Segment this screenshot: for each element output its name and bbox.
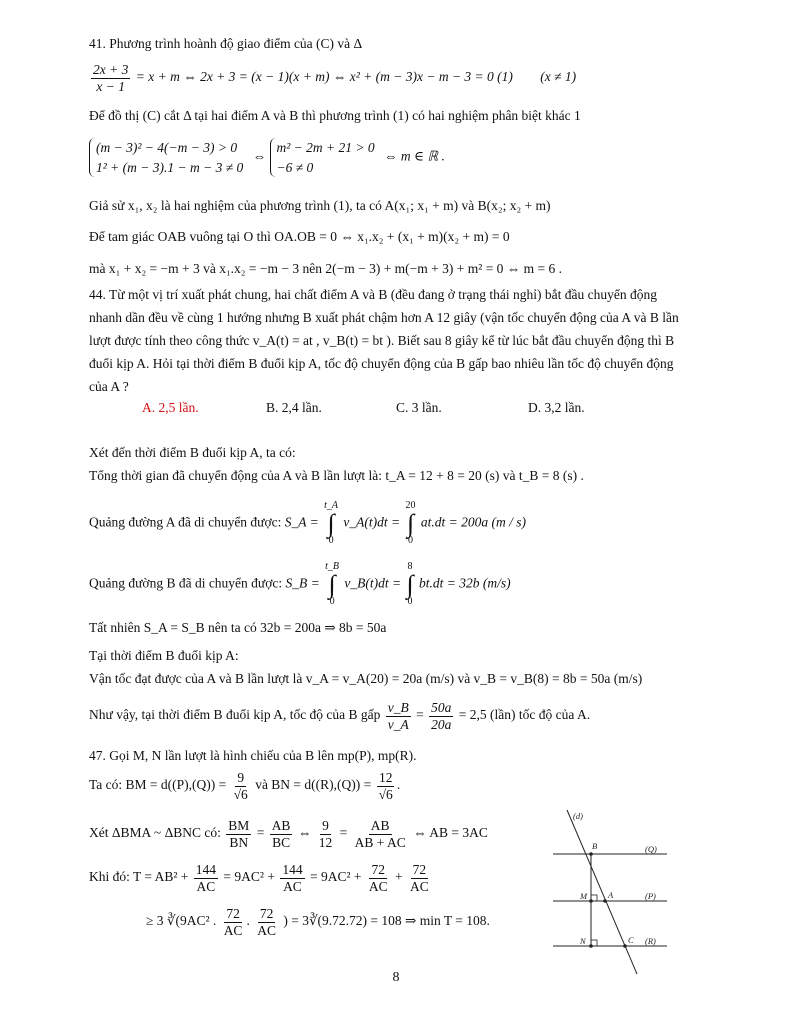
q47-title: 47. Gọi M, N lần lượt là hình chiếu của B lên mp(P), mp(R). [89, 748, 417, 763]
q41-condition: Để đồ thị (C) cắt Δ tại hai điểm A và B thì phương trình (1) có hai nghiệm phân biệt khác 1 [89, 108, 581, 123]
q44-distance-a: Quảng đường A đã di chuyển được: S_A = t_A ∫ 0 v_A(t)dt = 20 ∫ 0 at.dt = 200a (m / s) [89, 500, 526, 546]
system-brace: m² − 2m + 21 > 0 −6 ≠ 0 [270, 138, 375, 177]
label-b: B [592, 841, 598, 851]
label-d: (d) [573, 811, 583, 821]
option-d: D. 3,2 lần. [528, 400, 585, 415]
option-a: A. 2,5 lần. [142, 400, 199, 415]
point-c [623, 944, 627, 948]
point-m [589, 899, 593, 903]
system-brace: (m − 3)² − 4(−m − 3) > 0 1² + (m − 3).1 − m − 3 ≠ 0 [89, 138, 243, 177]
fraction: $\frac{v\_B}{v\_A}$ [387, 700, 409, 732]
label-a: A [608, 890, 614, 900]
q44-line4: đuổi kịp A. Hỏi tại thời điểm B đuổi kịp A, tốc độ chuyển động của B gấp bao nhiêu lần tốc độ chuyển động [89, 356, 674, 371]
label-c: C [628, 935, 634, 945]
planes-figure [545, 808, 675, 976]
label-n: N [580, 936, 586, 946]
label-p: (P) [645, 891, 656, 901]
option-c: C. 3 lần. [396, 400, 442, 415]
q47-similar: Xét ΔBMA ~ ΔBNC có: $\frac{BM}{BN}$ = $\frac{AB}{BC}$ ⇔ $\frac{9}{12}$ = $\frac{AB}{AB + AC}$ ⇔ AB = 3AC [89, 818, 488, 850]
q44-conclusion: Như vậy, tại thời điểm B đuổi kịp A, tốc độ của B gấp $\frac{v\_B}{v\_A}$ = $\frac{50a}{20a}$ = 2,5 (lần) tốc độ của A. [89, 700, 591, 732]
line-d [567, 810, 637, 974]
point-n [589, 944, 593, 948]
page-number: 8 [392, 970, 400, 985]
label-r: (R) [645, 936, 656, 946]
fraction: $\frac{12}{√6}$ [378, 770, 393, 802]
fraction: $\frac{2x + 3}{x - 1}$ [93, 62, 129, 94]
q44-velocities: Vận tốc đạt được của A và B lần lượt là v_A = v_A(20) = 20a (m/s) và v_B = v_B(8) = 8b = 50a (m/s) [89, 671, 643, 686]
q44-sol-intro: Xét đến thời điểm B đuổi kịp A, ta có: [89, 445, 296, 460]
q47-inequality: ≥ 3 ∛(9AC² . $\frac{72}{AC}$ . $\frac{72}{AC}$ ) = 3∛(9.72.72) = 108 ⇒ min T = 108. [146, 906, 490, 938]
integral-sign: t_A ∫ 0 [324, 500, 339, 546]
integral-sign: 20 ∫ 0 [405, 500, 416, 546]
option-b: B. 2,4 lần. [266, 400, 322, 415]
q44-at-time: Tại thời điểm B đuổi kịp A: [89, 648, 239, 663]
q44-line1: 44. Từ một vị trí xuất phát chung, hai chất điểm A và B (đều đang ở trạng thái nghỉ) bắt đầu chuyển động [89, 287, 657, 302]
label-q: (Q) [645, 844, 657, 854]
q44-line5: của A ? [89, 379, 129, 394]
q44-line2: nhanh dần đều về cùng 1 hướng nhưng B xuất phát chậm hơn A 12 giây (vận tốc chuyển động của A và B lần [89, 310, 679, 325]
q44-equal: Tất nhiên S_A = S_B nên ta có 32b = 200a ⇒ 8b = 50a [89, 620, 387, 635]
q41-assume: Giả sử x₁, x₂ là hai nghiệm của phương trình (1), ta có A(x₁; x₁ + m) và B(x₂; x₂ + m) [89, 198, 551, 213]
q44-total-time: Tổng thời gian đã chuyển động của A và B lần lượt là: t_A = 12 + 8 = 20 (s) và t_B = 8 (s) . [89, 468, 584, 483]
q41-vieta: mà x₁ + x₂ = −m + 3 và x₁.x₂ = −m − 3 nên 2(−m − 3) + m(−m + 3) + m² = 0 ⇔ m = 6 . [89, 261, 563, 276]
fraction: $\frac{50a}{20a}$ [431, 700, 452, 732]
point-b [589, 852, 593, 856]
integral-sign: t_B ∫ 0 [325, 561, 340, 607]
point-a [603, 899, 607, 903]
q41-equation: $\frac{2x + 3}{x - 1}$ = x + m ⇔ 2x + 3 = (x − 1)(x + m) ⇔ x² + (m − 3)x − m − 3 = 0 (1) (x ≠ 1) [93, 62, 577, 94]
q41-system: (m − 3)² − 4(−m − 3) > 0 1² + (m − 3).1 − m − 3 ≠ 0 ⇔ m² − 2m + 21 > 0 −6 ≠ 0 ⇔ m ∈ ℝ . [89, 138, 445, 177]
q44-line3: lượt được tính theo công thức v_A(t) = at , v_B(t) = bt ). Biết sau 8 giây kể từ lúc bắt đầu chuyển động thì B [89, 333, 675, 348]
q41-title: 41. Phương trình hoành độ giao điểm của (C) và Δ [89, 36, 363, 51]
integral-sign: 8 ∫ 0 [406, 561, 414, 607]
label-m: M [580, 891, 588, 901]
fraction: $\frac{9}{√6}$ [233, 770, 248, 802]
q47-distances: Ta có: BM = d((P),(Q)) = $\frac{9}{√6}$ và BN = d((R),(Q)) = $\frac{12}{√6}$ . [89, 770, 401, 802]
q47-t-expression: Khi đó: T = AB² + $\frac{144}{AC}$ = 9AC² + $\frac{144}{AC}$ = 9AC² + $\frac{72}{AC}$ + $\frac{72}{AC}$ [89, 862, 429, 894]
q44-distance-b: Quảng đường B đã di chuyển được: S_B = t_B ∫ 0 v_B(t)dt = 8 ∫ 0 bt.dt = 32b (m/s) [89, 561, 511, 607]
q41-right-angle: Để tam giác OAB vuông tại O thì OA.OB = 0 ⇔ x₁.x₂ + (x₁ + m)(x₂ + m) = 0 [89, 229, 510, 244]
